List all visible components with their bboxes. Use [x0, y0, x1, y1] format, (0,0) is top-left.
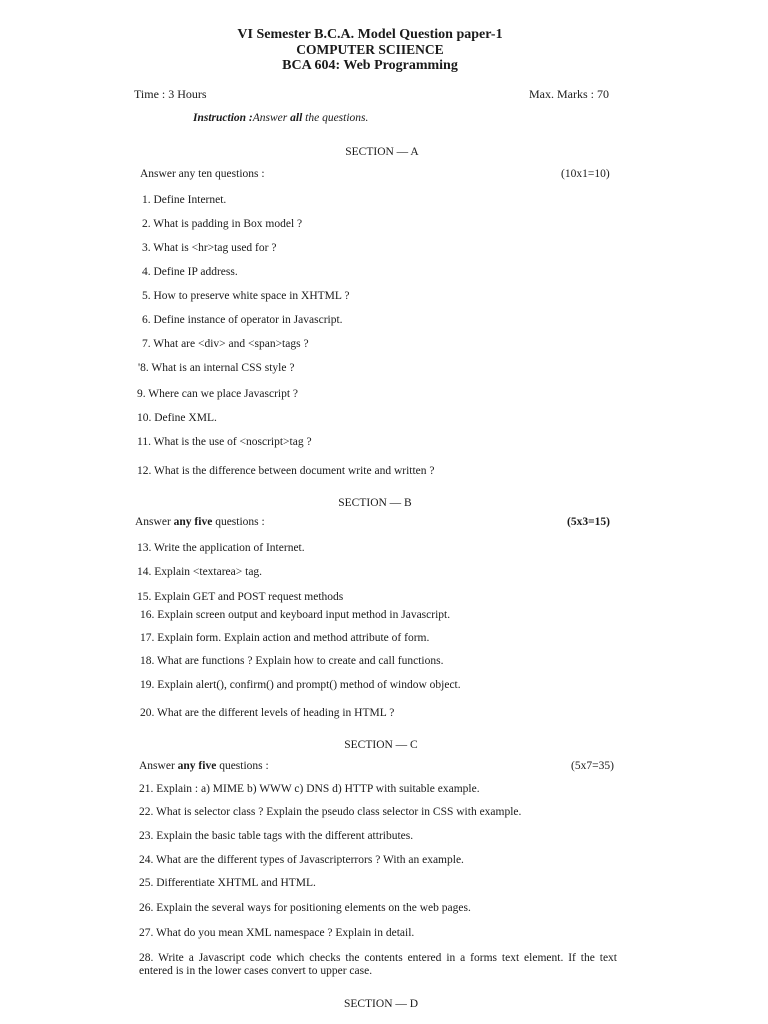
question-23: 23. Explain the basic table tags with the different attributes.	[139, 830, 414, 842]
question-18: 18. What are functions ? Explain how to create and call functions.	[140, 655, 444, 667]
question-5: 5. How to preserve white space in XHTML ?	[142, 290, 350, 302]
section-b-instruction	[135, 516, 265, 528]
instruction-pre: Answer	[252, 112, 291, 124]
course-title: BCA 604: Web Programming	[282, 58, 458, 73]
paper-title: VI Semester B.C.A. Model Question paper-1	[237, 27, 503, 42]
section-b-answer-bold: any five	[173, 516, 213, 528]
question-27: 27. What do you mean XML namespace ? Explain in detail.	[139, 927, 415, 939]
question-14: 14. Explain <textarea> tag.	[137, 566, 263, 578]
question-15: 15. Explain GET and POST request methods	[137, 591, 344, 603]
section-b-marks: (5x3=15)	[567, 516, 610, 528]
instruction-label: Instruction :	[193, 112, 253, 124]
time-label: Time : 3 Hours	[134, 87, 207, 101]
question-7: 7. What are <div> and <span>tags ?	[142, 338, 309, 350]
instruction-bold: all	[290, 112, 303, 124]
question-2: 2. What is padding in Box model ?	[142, 218, 303, 230]
question-24: 24. What are the different types of Javascripterrors ? With an example.	[139, 854, 464, 866]
question-4: 4. Define IP address.	[142, 266, 238, 278]
section-b-answer-pre: Answer	[135, 516, 174, 528]
question-13: 13. Write the application of Internet.	[137, 542, 305, 554]
question-12: 12. What is the difference between document write and written ?	[137, 465, 435, 477]
section-c-marks: (5x7=35)	[571, 760, 614, 772]
instruction-post: the questions.	[302, 112, 369, 124]
question-1: 1. Define Internet.	[142, 194, 227, 206]
section-c-answer-post: questions :	[216, 760, 269, 772]
question-9: 9. Where can we place Javascript ?	[137, 388, 299, 400]
section-b-answer-post: questions :	[212, 516, 265, 528]
subject-title: COMPUTER SCIIENCE	[296, 42, 444, 57]
question-6: 6. Define instance of operator in Javascript.	[142, 314, 343, 326]
question-28	[139, 952, 617, 978]
question-17: 17. Explain form. Explain action and method attribute of form.	[140, 632, 430, 644]
max-marks-label: Max. Marks : 70	[529, 87, 609, 101]
section-a-title: SECTION — A	[345, 146, 419, 158]
question-22: 22. What is selector class ? Explain the pseudo class selector in CSS with example.	[139, 806, 522, 818]
section-c-instruction	[139, 760, 269, 772]
question-3: 3. What is <hr>tag used for ?	[142, 242, 277, 254]
question-26: 26. Explain the several ways for positioning elements on the web pages.	[139, 902, 471, 914]
question-20: 20. What are the different levels of heading in HTML ?	[140, 707, 395, 719]
section-c-title: SECTION — C	[344, 739, 418, 751]
question-10: 10. Define XML.	[137, 412, 217, 424]
question-19: 19. Explain alert(), confirm() and prompt() method of window object.	[140, 679, 461, 691]
section-c-answer-bold: any five	[177, 760, 217, 772]
section-a-instruction: Answer any ten questions :	[140, 168, 265, 180]
section-b-title: SECTION — B	[338, 497, 412, 509]
question-28-text: 28. Write a Javascript code which checks the contents entered in a forms text element. If the text entered is in the lower cases convert to upper case.	[139, 952, 617, 977]
section-d-title: SECTION — D	[343, 998, 419, 1010]
question-16: 16. Explain screen output and keyboard input method in Javascript.	[140, 609, 451, 621]
question-8: '8. What is an internal CSS style ?	[138, 362, 295, 374]
instruction	[193, 112, 368, 124]
section-c-answer-pre: Answer	[139, 760, 178, 772]
question-21: 21. Explain : a) MIME b) WWW c) DNS d) HTTP with suitable example.	[139, 783, 480, 795]
section-a-marks: (10x1=10)	[561, 168, 610, 180]
question-25: 25. Differentiate XHTML and HTML.	[139, 877, 316, 889]
question-11: 11. What is the use of <noscript>tag ?	[137, 436, 312, 448]
